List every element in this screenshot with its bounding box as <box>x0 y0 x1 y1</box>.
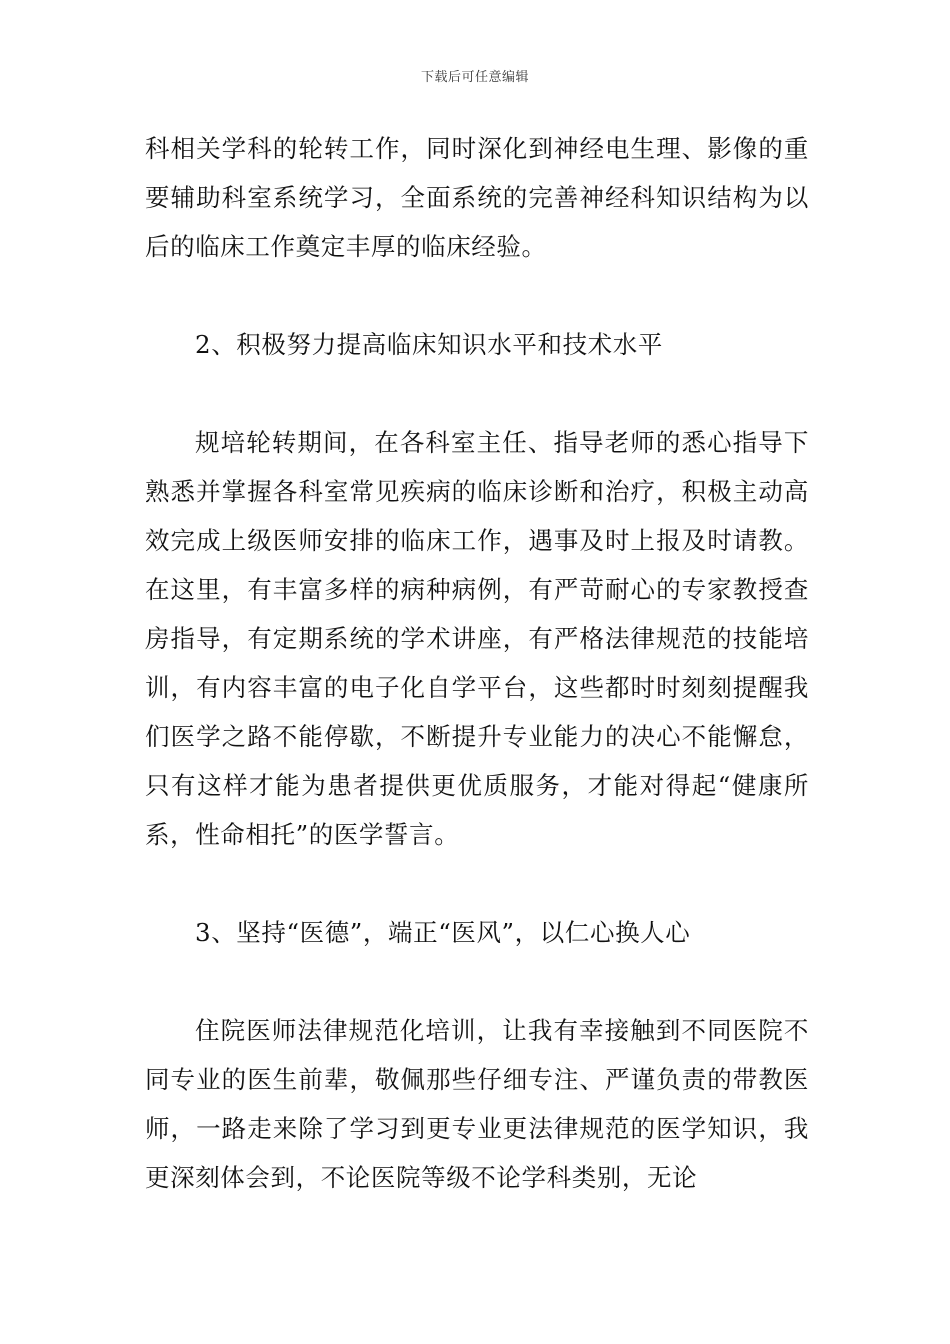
paragraph-section-3: 住院医师法律规范化培训，让我有幸接触到不同医院不同专业的医生前辈，敬佩那些仔细专注、严谨负责的带教医师，一路走来除了学习到更专业更法律规范的医学知识，我更深刻体会到，不论医院等级不论学科类别，无论 <box>145 1016 809 1192</box>
page-header-note: 下载后可任意编辑 <box>420 70 529 85</box>
paragraph-spacer <box>145 369 809 418</box>
paragraph-spacer <box>145 271 809 320</box>
paragraph-spacer <box>145 957 809 1006</box>
document-body <box>145 124 809 1202</box>
paragraph-continuation: 科相关学科的轮转工作，同时深化到神经电生理、影像的重要辅助科室系统学习，全面系统的完善神经科知识结构为以后的临床工作奠定丰厚的临床经验。 <box>145 134 809 261</box>
paragraph-section-2: 规培轮转期间，在各科室主任、指导老师的悉心指导下熟悉并掌握各科室常见疾病的临床诊断和治疗，积极主动高效完成上级医师安排的临床工作，遇事及时上报及时请教。在这里，有丰富多样的病种病例，有严苛耐心的专家教授查房指导，有定期系统的学术讲座，有严格法律规范的技能培训，有内容丰富的电子化自学平台，这些都时时刻刻提醒我们医学之路不能停歇，不断提升专业能力的决心不能懈怠，只有这样才能为患者提供更优质服务，才能对得起“健康所系，性命相托”的医学誓言。 <box>145 428 809 849</box>
paragraph-spacer <box>145 859 809 908</box>
section-heading-2: 2、积极努力提高临床知识水平和技术水平 <box>195 330 663 359</box>
section-heading-3: 3、坚持“医德”，端正“医风”，以仁心换人心 <box>195 918 691 947</box>
